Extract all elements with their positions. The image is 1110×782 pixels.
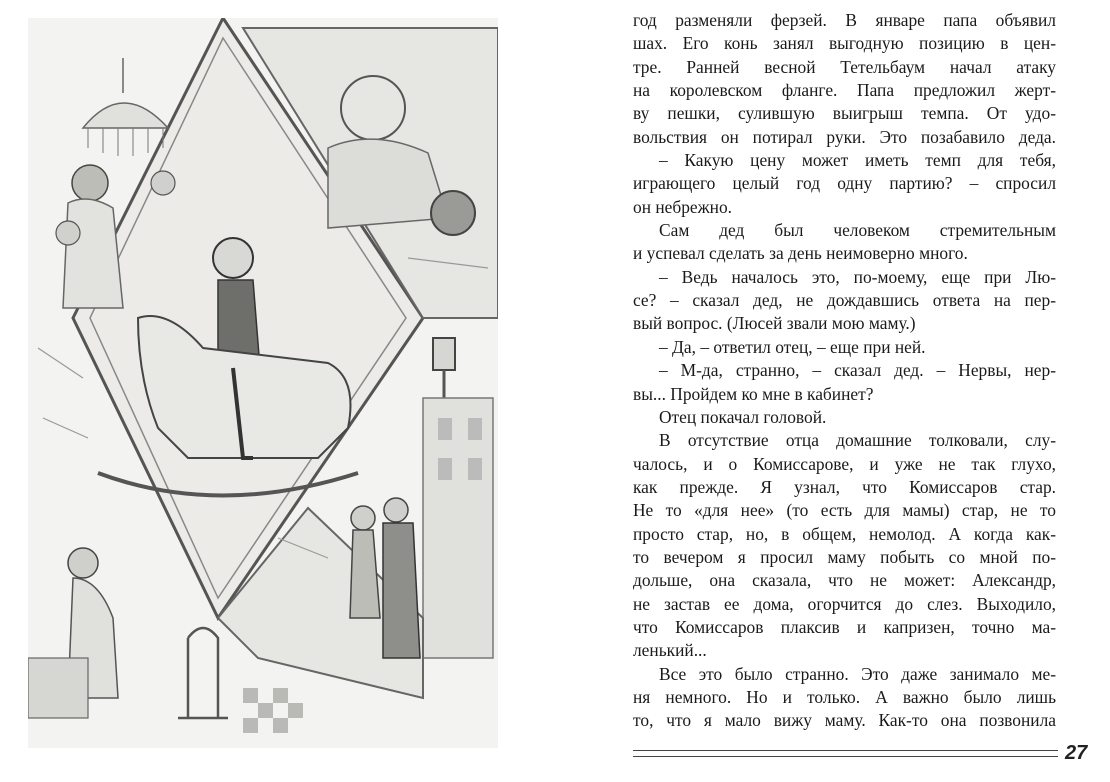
- text-line: играющего целый год одну партию? – спросил: [633, 173, 1056, 194]
- text-line: чалось, и о Комиссарове, и уже не так глухо,: [633, 453, 1056, 474]
- text-line: – Ведь началось это, по-моему, еще при Лю-: [659, 266, 1056, 287]
- page-number: 27: [1065, 742, 1088, 764]
- text-line: не застав ее дома, огорчится до слез. Выходило,: [633, 593, 1056, 614]
- text-line: то вечером я просил маму побыть со мной по-: [633, 546, 1056, 567]
- text-line: тре. Ранней весной Тетельбаум начал атаку: [633, 56, 1056, 77]
- text-column: [633, 9, 1056, 733]
- text-line: и успевал сделать за день неимоверно много.: [633, 243, 968, 264]
- text-line: вы... Пройдем ко мне в кабинет?: [633, 383, 874, 404]
- boy-head-sketch: [213, 238, 253, 278]
- text-line: Отец покачал головой.: [659, 406, 827, 427]
- text-line: ленький...: [633, 640, 707, 661]
- chess-table-sketch: [28, 658, 88, 718]
- text-line: – Какую цену может иметь темп для тебя,: [659, 150, 1056, 171]
- text-line: Не то «для нее» (то есть для мамы) стар, не то: [633, 500, 1056, 521]
- text-line: что Комиссаров плаксив и капризен, точно ма-: [633, 616, 1056, 637]
- text-line: вый вопрос. (Люсей звали мою маму.): [633, 313, 916, 334]
- text-line: вольствия он потирал руки. Это позабавило деда.: [633, 126, 1056, 147]
- text-line: шах. Его конь занял выгодную позицию в цен-: [633, 33, 1056, 54]
- text-line: – Да, – ответил отец, – еще при ней.: [659, 336, 926, 357]
- mother-head-sketch: [72, 165, 108, 201]
- text-line: – М-да, странно, – сказал дед. – Нервы, нер-: [659, 360, 1056, 381]
- text-line: как прежде. Я узнал, что Комиссаров стар.: [633, 476, 1056, 497]
- street-lamp-sketch: [433, 338, 455, 370]
- text-line: се? – сказал дед, не дождавшись ответа на пер-: [633, 290, 1056, 311]
- text-line: ня немного. Но и только. А важно было лишь: [633, 686, 1056, 707]
- text-line: на королевском фланге. Папа предложил жерт-: [633, 80, 1056, 101]
- text-line: дольше, она сказала, что не может: Александр,: [633, 570, 1056, 591]
- text-line: то, что я мало вижу маму. Как-то она позвонила: [633, 710, 1056, 731]
- text-line: ву пешки, сулившую выигрыш темпа. От удо-: [633, 103, 1056, 124]
- text-line: В отсутствие отца домашние толковали, слу-: [659, 430, 1056, 451]
- text-line: Сам дед был человеком стремительным: [659, 220, 1056, 241]
- text-line: просто стар, но, в общем, немолод. А когда как-: [633, 523, 1056, 544]
- footer-rule: [633, 750, 1058, 757]
- sketch-drawing: [28, 18, 498, 748]
- pencil-sketch-illustration: [28, 18, 498, 748]
- telephone-sketch: [431, 191, 475, 235]
- text-line: Все это было странно. Это даже занимало ме-: [659, 663, 1056, 684]
- chess-player-head-sketch: [68, 548, 98, 578]
- text-line: он небрежно.: [633, 196, 733, 217]
- man-figure-sketch: [383, 523, 420, 658]
- text-line: год разменяли ферзей. В январе папа объявил: [633, 10, 1056, 30]
